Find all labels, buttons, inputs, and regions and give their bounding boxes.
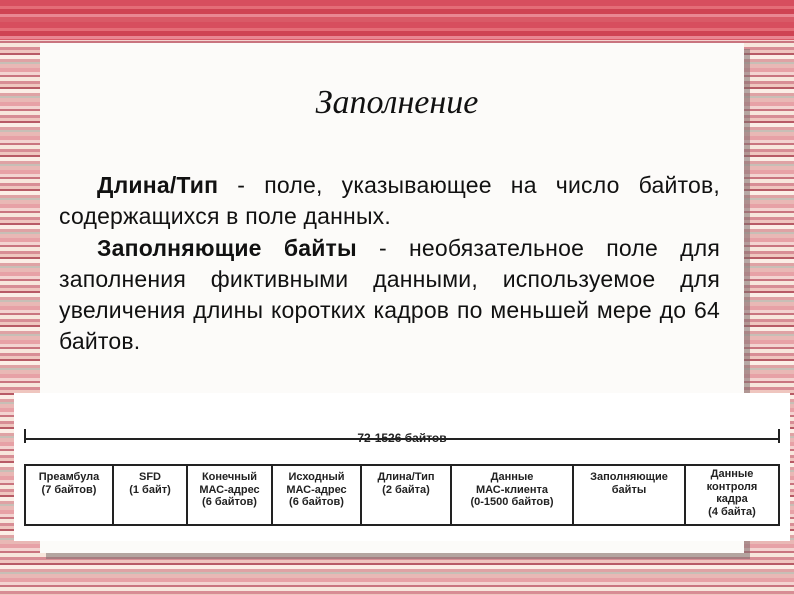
field-preamble: Преамбула (7 байтов) [26, 466, 114, 524]
slide-body [59, 170, 720, 358]
ethernet-frame-diagram [14, 393, 790, 541]
field-destination-mac: Конечный МАС-адрес (6 байтов) [188, 466, 273, 524]
background-top-band [0, 0, 794, 40]
frame-length-label: 72-1526 байтов [357, 431, 447, 445]
definition-length-type: - поле, указывающее на число байтов, содержащихся в поле данных. [59, 172, 720, 230]
field-padding-bytes: Заполняющие байты [574, 466, 686, 524]
definition-padding-bytes: - необязательное поле для заполнения фиктивными данными, используемое для увеличения длины коротких кадров по меньшей мере до 64 байтов. [59, 234, 720, 355]
field-client-data: Данные МАС-клиента (0-1500 байтов) [452, 466, 574, 524]
field-sfd: SFD (1 байт) [114, 466, 188, 524]
frame-fields-row [24, 464, 780, 526]
slide-title: Заполнение [315, 84, 479, 121]
term-length-type: Длина/Тип [97, 172, 219, 198]
field-frame-check: Данные контроля кадра (4 байта) [706, 468, 758, 518]
field-length-type: Длина/Тип (2 байта) [362, 466, 452, 524]
paragraph-length-type [59, 170, 720, 233]
term-padding-bytes: Заполняющие байты [97, 234, 357, 261]
field-source-mac: Исходный МАС-адрес (6 байтов) [273, 466, 362, 524]
paragraph-padding-bytes [59, 233, 720, 358]
